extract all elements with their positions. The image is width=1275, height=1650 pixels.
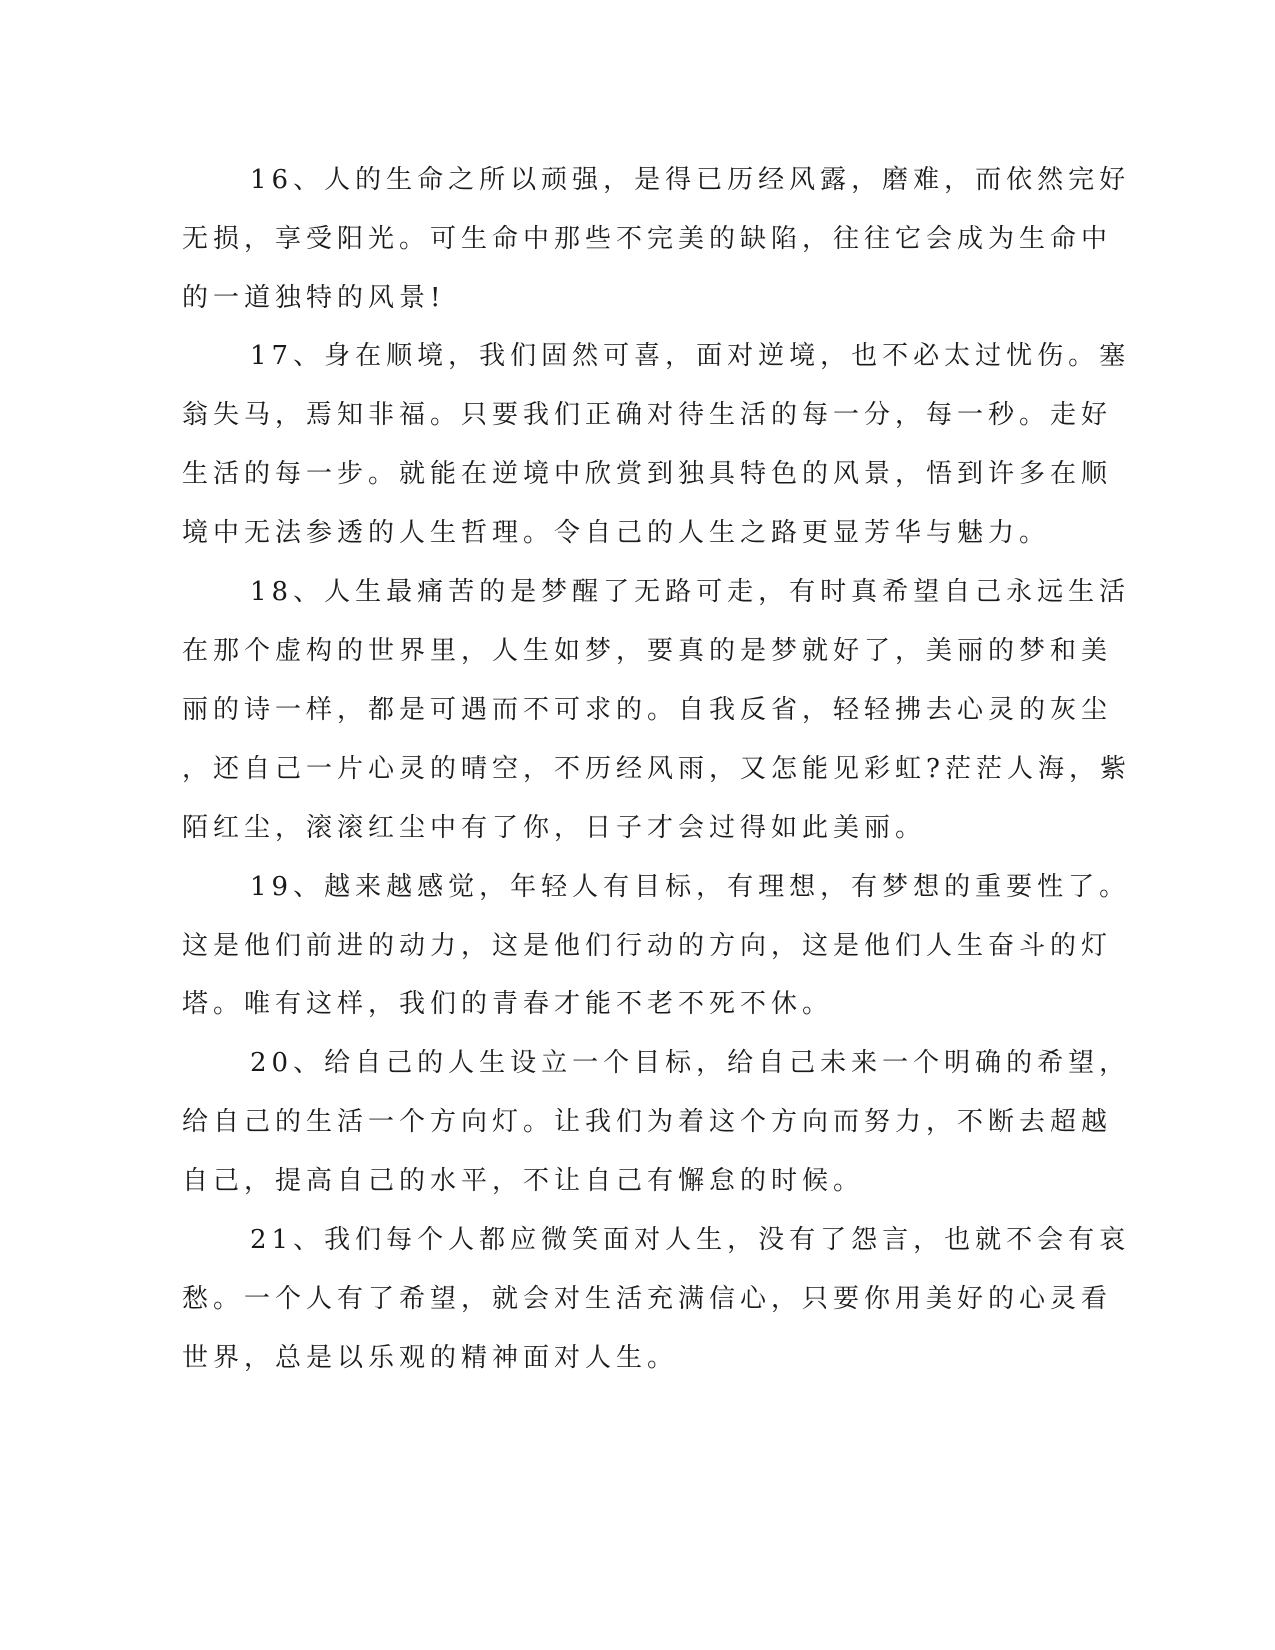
paragraph-21-line-3: 世界，总是以乐观的精神面对人生。 [182,1343,679,1373]
paragraph-16-line-1: 16、人的生命之所以顽强，是得已历经风露，磨难，而依然完好 [250,165,1131,195]
paragraph-18-line-2: 在那个虚构的世界里，人生如梦，要真的是梦就好了，美丽的梦和美 [182,636,1113,666]
paragraph-19-line-2: 这是他们前进的动力，这是他们行动的方向，这是他们人生奋斗的灯 [182,931,1113,961]
paragraph-17-line-1: 17、身在顺境，我们固然可喜，面对逆境，也不必太过忧伤。塞 [250,341,1131,371]
paragraph-17-line-3: 生活的每一步。就能在逆境中欣赏到独具特色的风景，悟到许多在顺 [182,459,1113,489]
paragraph-21-line-1: 21、我们每个人都应微笑面对人生，没有了怨言，也就不会有哀 [250,1225,1131,1255]
paragraph-18-line-3: 丽的诗一样，都是可遇而不可求的。自我反省，轻轻拂去心灵的灰尘 [182,695,1113,725]
paragraph-16-line-2: 无损，享受阳光。可生命中那些不完美的缺陷，往往它会成为生命中 [182,224,1113,254]
paragraph-19-line-1: 19、越来越感觉，年轻人有目标，有理想，有梦想的重要性了。 [250,872,1131,902]
paragraph-20-line-2: 给自己的生活一个方向灯。让我们为着这个方向而努力，不断去超越 [182,1107,1113,1137]
paragraph-21-line-2: 愁。一个人有了希望，就会对生活充满信心，只要你用美好的心灵看 [182,1284,1113,1314]
paragraph-17-line-4: 境中无法参透的人生哲理。令自己的人生之路更显芳华与魅力。 [182,518,1051,548]
paragraph-20-line-1: 20、给自己的人生设立一个目标，给自己未来一个明确的希望， [250,1048,1131,1078]
paragraph-18-line-5: 陌红尘，滚滚红尘中有了你，日子才会过得如此美丽。 [182,813,927,843]
paragraph-16-line-3: 的一道独特的风景! [182,283,446,313]
paragraph-18-line-1: 18、人生最痛苦的是梦醒了无路可走，有时真希望自己永远生活 [250,577,1131,607]
paragraph-20-line-3: 自己，提高自己的水平，不让自己有懈怠的时候。 [182,1166,865,1196]
paragraph-19-line-3: 塔。唯有这样，我们的青春才能不老不死不休。 [182,989,834,1019]
paragraph-17-line-2: 翁失马，焉知非福。只要我们正确对待生活的每一分，每一秒。走好 [182,400,1113,430]
paragraph-18-line-4: ，还自己一片心灵的晴空，不历经风雨，又怎能见彩虹?茫茫人海，紫 [182,754,1131,784]
